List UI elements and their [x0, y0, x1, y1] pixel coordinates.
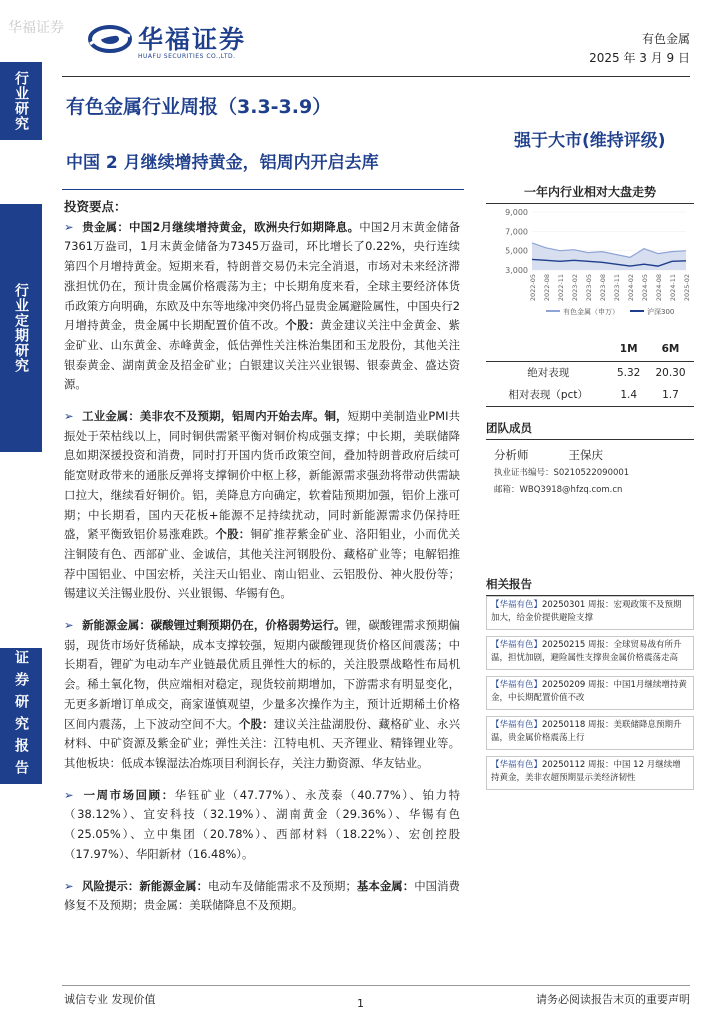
sidebar-tag-label: 行业定期研究	[13, 283, 29, 373]
performance-table	[486, 340, 694, 407]
logo-text-cn: 华福证券	[138, 25, 247, 54]
report-date: 2025 年 3 月 9 日	[589, 51, 690, 65]
row-label: 相对表现（pct）	[486, 384, 610, 407]
analyst-certificate: 执业证书编号：S0210522090001	[494, 468, 630, 478]
report-text: 20250209 周报：中国1月继续增持黄金，中长期配置价值不改	[491, 680, 687, 703]
report-text: 20250118 周报：美联储降息预期升温，贵金属价格震荡上行	[491, 720, 682, 743]
related-report-item[interactable]	[486, 716, 694, 750]
arrow-bullet-icon: ➢	[64, 219, 74, 234]
analyst-email[interactable]: 邮箱：WBQ3918@hfzq.com.cn	[494, 485, 623, 495]
header-meta	[589, 30, 690, 68]
row-value: 5.32	[616, 367, 641, 379]
related-report-item[interactable]	[486, 756, 694, 790]
row-value: 1.7	[647, 384, 694, 407]
section-lead: 一周市场回顾：	[82, 787, 175, 802]
table-header-cell: 1M	[610, 340, 647, 362]
x-tick-label: 2022-05	[529, 274, 537, 302]
x-tick-label: 2023-08	[599, 274, 607, 302]
legend-label: 有色金属（申万）	[563, 308, 619, 316]
section-text: 电动车及储能需求不及预期；	[208, 878, 357, 893]
row-label: 绝对表现	[527, 367, 570, 379]
sidebar-tag-periodic-research	[0, 204, 42, 452]
stock-lead: 个股：	[238, 716, 274, 731]
table-header-cell: 6M	[647, 340, 694, 362]
y-tick-label: 3,000	[505, 266, 528, 275]
stock-text: 中国消费修复不及预期；贵金属：美联储降息不及预期。	[64, 878, 460, 913]
row-value: 1.4	[610, 384, 647, 407]
rating-label: 强于大市(维持评级)	[514, 131, 666, 151]
x-tick-label: 2023-05	[585, 274, 593, 302]
watermark: 华福证券	[8, 20, 64, 36]
sidebar-tag-industry-research	[0, 62, 42, 140]
section-text: 华钰矿业（47.77%）、永茂泰（40.77%）、铂力特（38.12%）、宜安科技（32.19%）、湖南黄金（29.36%）、华锡有色（25.05%）、立中集团（20.78%）、西部材料（18.22%）、宏创控股（17.97%）、华阳新材（16.48%）。	[64, 787, 460, 861]
section-risk-warning	[64, 877, 460, 916]
analyst-info	[494, 446, 694, 499]
x-tick-label: 2022-11	[557, 274, 565, 302]
arrow-bullet-icon: ➢	[64, 409, 74, 424]
section-precious-metals	[64, 218, 460, 395]
section-lead: 贵金属：中国2月继续增持黄金，欧洲央行如期降息。	[82, 219, 360, 234]
x-tick-label: 2024-02	[627, 274, 635, 302]
logo-text-en: HUAFU SECURITIES CO.,LTD.	[138, 53, 236, 60]
highlights-heading: 投资要点：	[64, 199, 127, 214]
y-tick-label: 7,000	[505, 227, 528, 237]
x-tick-label: 2024-08	[655, 274, 663, 302]
analyst-role: 分析师	[494, 448, 529, 462]
report-text: 20250112 周报：中国 12 月继续增持黄金，美非农超预期显示美经济韧性	[491, 760, 681, 783]
page-number: 1	[357, 997, 364, 1010]
section-text: 中国2月末黄金储备7361万盎司，1月末黄金储备为7345万盎司，环比增长了0.22%，央行连续第四个月增持黄金。短期来看，特朗普交易仍未完全消退，市场对未来经济滞涨担忧仍在，预计贵金属价格震荡为主；中长期角度来看，全球主要经济体货币政策方向明确，东欧及中东等地缘冲突仍将凸显贵金属避险属性，中国央行2月增持黄金，贵金属中长期配置价值不改。	[64, 219, 460, 333]
y-tick-label: 5,000	[505, 246, 528, 256]
footer-disclaimer: 请务必阅读报告末页的重要声明	[536, 993, 690, 1006]
investment-highlights	[64, 197, 460, 928]
related-report-item[interactable]	[486, 636, 694, 670]
report-tag: 【华福有色】	[491, 760, 543, 770]
x-tick-label: 2025-02	[683, 274, 691, 302]
stock-text: 建议关注盐湖股份、藏格矿业、永兴材料、中矿资源及紫金矿业；弹性关注：江特电机、天齐锂业、精锋锂业等。其他板块：低成本镍湿法冶炼项目利润长存，关注力勤资源、华友钴业。	[64, 716, 460, 770]
stock-lead: 个股：	[215, 527, 251, 542]
analyst-name: 王保庆	[568, 448, 603, 462]
sidebar-tag-label: 证券研究报告	[13, 650, 29, 782]
section-lead: 新能源金属：碳酸锂过剩预期仍在，价格弱势运行。	[82, 618, 346, 633]
report-subtitle: 中国 2 月继续增持黄金，铝周内开启去库	[66, 153, 379, 173]
chart-title: 一年内行业相对大盘走势	[486, 183, 694, 204]
section-market-review	[64, 786, 460, 865]
section-lead: 工业金属：美非农不及预期，铝周内开始去库。铜，	[82, 409, 348, 424]
arrow-bullet-icon: ➢	[64, 878, 74, 893]
footer-divider	[62, 985, 690, 986]
report-tag: 【华福有色】	[491, 600, 543, 610]
company-logo	[88, 20, 266, 68]
x-tick-label: 2023-11	[613, 274, 621, 302]
stock-lead: 个股：	[285, 318, 321, 333]
report-text: 20250215 周报：全球贸易战有所升温，担忧加剧，避险属性支撑贵金属价格震荡走高	[491, 640, 682, 663]
table-header-cell	[486, 340, 610, 362]
x-tick-label: 2023-02	[571, 274, 579, 302]
section-text: 短期中美制造业PMI共振处于荣枯线以上，同时铜供需紧平衡对铜价构成强支撑；中长期，美联储降息如期深援投资和消费，同时打开国内货币政策空间，叠加特朗普政府后续可能宽财政带来的通胀反弹将支撑铜价中枢上移，新能源需求强劲将带动供需缺口拉大，继续看好铜价。铝，美降息方向确定，软着陆预期加强，铝价上涨可期；中长期看，国内天花板+能源不足持续扰动，同时新能源需求仍保持旺盛，紧平衡致铝价易涨难跌。	[64, 409, 460, 542]
x-tick-label: 2024-11	[669, 274, 677, 302]
table-row	[486, 362, 694, 385]
stock-text: 黄金建议关注中金黄金、紫金矿业、山东黄金、赤峰黄金，低估弹性关注株治集团和玉龙股份，其他关注银泰黄金、湖南黄金及招金矿业；白银建议关注兴业银锡、银泰黄金、盛达资源。	[64, 318, 460, 392]
table-header-row	[486, 340, 694, 362]
header-divider	[62, 76, 690, 77]
related-reports-list	[486, 596, 694, 796]
logo-mark-icon	[88, 24, 132, 54]
title-divider	[62, 189, 464, 190]
section-new-energy-metals	[64, 616, 460, 774]
table-row	[486, 384, 694, 407]
sector-label: 有色金属	[641, 32, 690, 46]
arrow-bullet-icon: ➢	[64, 787, 74, 802]
report-tag: 【华福有色】	[491, 680, 543, 690]
relative-trend-chart	[486, 204, 694, 322]
legend-label: 沪深300	[647, 308, 675, 316]
related-report-item[interactable]	[486, 676, 694, 710]
report-text: 20250301 周报：宏观政策不及预期加大，给金价提供避险支撑	[491, 600, 682, 623]
report-title: 有色金属行业周报（3.3-3.9）	[66, 96, 332, 118]
arrow-bullet-icon: ➢	[64, 618, 74, 633]
sidebar-tag-securities-report	[0, 648, 42, 784]
analyst-name-row	[494, 446, 694, 465]
section-text: 锂，碳酸锂需求预期偏弱，现货市场好货稀缺，成本支撑较强，短期内碳酸锂现货价格区间震荡；中长期看，锂矿为电动车产业链最优质且弹性大的标的，关注股票战略性布局机会。稀土氧化物，供应端相对稳定，现货较前期增加，下游需求有明显变化，无更多新增订单成交，商家谨慎观望，少量多次操作为主，预计近期稀土价格区间内震荡，上下波动空间不大。	[64, 618, 460, 731]
row-value: 20.30	[655, 367, 686, 379]
sidebar-tag-label: 行业研究	[13, 71, 29, 131]
stock-text: 铜矿推荐紫金矿业、洛阳钼业，小而优关注铜陵有色、西部矿业、金诚信，其他关注河钢股份、藏格矿业等；电解铝推荐中国铝业、中国宏桥，关注天山铝业、南山铝业、云铝股份、神火股份等；锡建议关注锡业股份、兴业银锡、华锡有色。	[64, 527, 460, 601]
footer-slogan: 诚信专业 发现价值	[64, 993, 156, 1006]
x-tick-label: 2024-05	[641, 274, 649, 302]
related-report-item[interactable]	[486, 596, 694, 630]
section-lead: 风险提示：新能源金属：	[82, 878, 209, 893]
section-industrial-metals	[64, 407, 460, 604]
series-area	[532, 243, 686, 270]
team-heading: 团队成员	[486, 420, 694, 440]
report-tag: 【华福有色】	[491, 640, 543, 650]
stock-lead: 基本金属：	[356, 878, 415, 893]
related-reports-heading: 相关报告	[486, 576, 694, 596]
y-tick-label: 9,000	[505, 208, 528, 217]
report-tag: 【华福有色】	[491, 720, 543, 730]
x-tick-label: 2022-08	[543, 274, 551, 302]
